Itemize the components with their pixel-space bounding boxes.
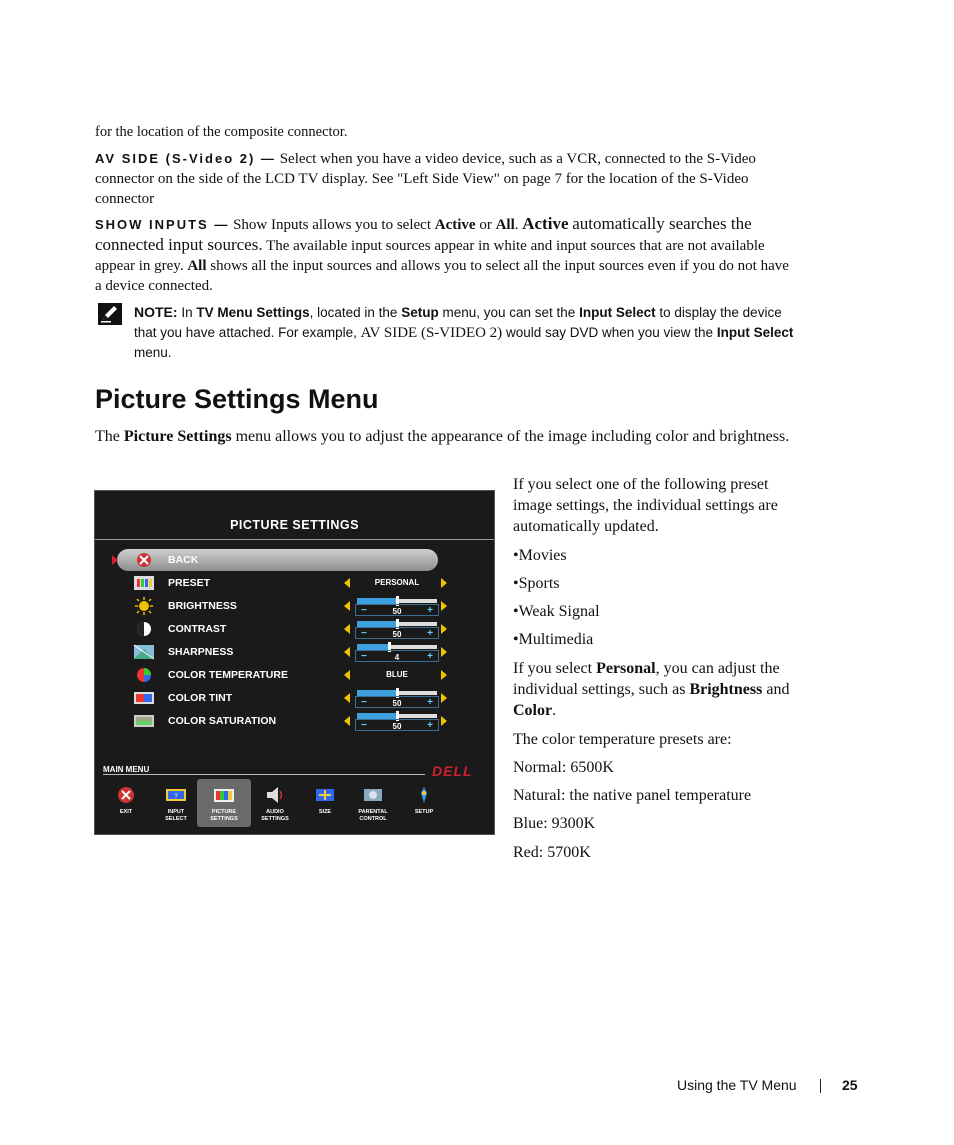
main-menu-input-select[interactable] — [149, 779, 203, 827]
intro-t2: menu allows you to adjust the appearance of the image including color and brightness. — [235, 428, 790, 445]
show-inputs-active2: Active — [522, 214, 569, 233]
main-menu-parental-control[interactable] — [346, 779, 400, 827]
color-saturation-slider[interactable] — [357, 712, 437, 731]
show-inputs-paragraph — [95, 214, 795, 296]
color-saturation-icon — [133, 712, 155, 730]
plus-icon: + — [427, 605, 433, 616]
contrast-slider[interactable] — [357, 620, 437, 639]
preset-blue: Blue: 9300K — [513, 815, 596, 832]
show-inputs-dot: . — [514, 217, 519, 233]
osd-row-preset[interactable] — [95, 572, 494, 595]
plus-icon: + — [427, 720, 433, 731]
sharpness-icon — [133, 643, 155, 661]
slider-value: 50 — [392, 630, 402, 639]
note-t6: menu. — [134, 345, 172, 360]
arrow-left-icon[interactable] — [344, 670, 350, 680]
arrow-right-icon[interactable] — [441, 670, 447, 680]
main-menu-label-text: EXIT — [119, 809, 133, 815]
arrow-left-icon[interactable] — [344, 716, 350, 726]
show-inputs-t1: Show Inputs allows you to select — [233, 217, 431, 233]
osd-row-value: BLUE — [386, 670, 408, 679]
section-title: Picture Settings Menu — [95, 384, 379, 414]
dell-logo: DELL — [432, 763, 473, 779]
osd-row-value: PERSONAL — [374, 578, 420, 587]
arrow-left-icon[interactable] — [344, 601, 350, 611]
main-menu-label-text: PARENTAL CONTROL — [358, 809, 388, 822]
main-menu-label-text: SETUP — [414, 809, 434, 815]
osd-highlight — [117, 549, 438, 571]
arrow-left-icon[interactable] — [344, 693, 350, 703]
osd-title-divider — [95, 539, 494, 540]
note-text — [134, 303, 799, 363]
show-inputs-active: Active — [434, 217, 476, 233]
svg-text:?: ? — [174, 794, 178, 800]
minus-icon: − — [361, 720, 367, 731]
main-menu-divider — [103, 774, 425, 775]
exit-icon — [115, 785, 137, 805]
bullet-multimedia: •Multimedia — [513, 631, 594, 648]
right-brightness: Brightness — [689, 681, 763, 698]
av-side-text: Select when you have a video device, such as a VCR, connected to the S-Video connector on the side of the LCD TV display. See "Left Side View" on page 7 for the location of the S-Video connector — [95, 151, 756, 207]
av-side-paragraph — [95, 149, 795, 209]
show-inputs-or: or — [479, 217, 492, 233]
size-icon — [314, 785, 336, 805]
intro-paragraph — [95, 426, 795, 447]
back-icon — [133, 551, 155, 569]
main-menu-label-text: AUDIO SETTINGS — [261, 809, 289, 822]
right-dot: . — [552, 702, 557, 719]
input-select-icon — [165, 785, 187, 805]
minus-icon: − — [361, 697, 367, 708]
contrast-icon — [133, 620, 155, 638]
arrow-right-icon[interactable] — [441, 601, 447, 611]
footer-section-title: Using the TV Menu — [677, 1077, 797, 1093]
note-input-select: Input Select — [579, 305, 656, 320]
note-setup: Setup — [401, 305, 439, 320]
main-menu-label-text: INPUT SELECT — [165, 809, 187, 822]
osd-row-color-saturation[interactable] — [95, 710, 494, 733]
slider-value: 50 — [392, 607, 402, 616]
main-menu-exit[interactable] — [99, 779, 153, 827]
note-t2: , located in the — [309, 305, 398, 320]
main-menu-picture-settings[interactable] — [197, 779, 251, 827]
show-inputs-all2: All — [187, 258, 207, 274]
paragraph-composite: for the location of the composite connector. — [95, 124, 348, 140]
picture-settings-osd-screenshot — [95, 491, 494, 834]
right-p2 — [513, 658, 798, 721]
footer-separator — [820, 1079, 821, 1093]
osd-title: PICTURE SETTINGS — [230, 518, 359, 532]
osd-row-label: BRIGHTNESS — [168, 600, 237, 612]
osd-row-label: CONTRAST — [168, 623, 227, 635]
osd-row-label: COLOR TEMPERATURE — [168, 669, 288, 681]
note-av-side: AV SIDE (S-VIDEO 2) — [360, 324, 503, 341]
right-p2b: , you can adjust the individual settings, such as — [513, 660, 780, 698]
osd-row-back[interactable] — [95, 549, 494, 572]
right-p1: If you select one of the following preset image settings, the individual settings are automatically updated. — [513, 476, 778, 535]
preset-red: Red: 5700K — [513, 844, 591, 861]
slider-value: 50 — [392, 699, 402, 708]
note-input-select2: Input Select — [716, 324, 794, 340]
show-inputs-t2: automatically searches the connected input sources. — [95, 214, 752, 254]
osd-row-label: COLOR TINT — [168, 692, 233, 704]
right-p3: The color temperature presets are: — [513, 731, 732, 748]
arrow-right-icon[interactable] — [441, 578, 447, 588]
osd-row-sharpness[interactable] — [95, 641, 494, 664]
color-tint-icon — [133, 689, 155, 707]
arrow-right-icon[interactable] — [441, 647, 447, 657]
av-side-heading: AV SIDE (S-Video 2) — — [95, 151, 276, 166]
preset-icon — [133, 574, 155, 592]
minus-icon: − — [361, 628, 367, 639]
arrow-left-icon[interactable] — [344, 578, 350, 588]
right-p2a: If you select — [513, 660, 593, 677]
right-and: and — [766, 681, 790, 698]
note-t5: would say DVD when you view the — [505, 324, 714, 340]
sharpness-slider[interactable] — [357, 643, 437, 662]
show-inputs-all: All — [495, 217, 515, 233]
note-t3: menu, you can set the — [442, 305, 576, 320]
main-menu-label-text: SIZE — [318, 809, 332, 815]
note-label: NOTE: — [134, 304, 178, 320]
note-t4: to display the device that you have attached. For example, — [134, 305, 782, 340]
speaker-icon — [264, 785, 286, 805]
color-tint-slider[interactable] — [357, 689, 437, 708]
main-menu-label-text: PICTURE SETTINGS — [210, 809, 238, 822]
arrow-right-icon[interactable] — [441, 693, 447, 703]
note-t1: In — [181, 305, 193, 320]
main-menu-audio-settings[interactable] — [248, 779, 302, 827]
osd-row-label: PRESET — [168, 577, 211, 589]
osd-row-label: COLOR SATURATION — [168, 715, 277, 727]
bullet-sports: •Sports — [513, 575, 560, 592]
brightness-slider[interactable] — [357, 597, 437, 616]
arrow-left-icon[interactable] — [344, 624, 350, 634]
intro-t1: The — [95, 428, 120, 445]
minus-icon: − — [361, 605, 367, 616]
slider-value: 4 — [394, 653, 400, 662]
main-menu-size[interactable] — [298, 779, 352, 827]
selection-pointer-icon — [112, 555, 118, 565]
show-inputs-heading: SHOW INPUTS — — [95, 217, 230, 232]
setup-icon — [413, 785, 435, 805]
parental-control-icon — [362, 785, 384, 805]
osd-row-color-tint[interactable] — [95, 687, 494, 710]
right-personal: Personal — [596, 660, 656, 677]
show-inputs-t3: The available input sources appear in white and input sources that are not available appear in grey. — [95, 238, 765, 274]
bullet-weak-signal: •Weak Signal — [513, 603, 600, 620]
show-inputs-t4: shows all the input sources and allows you to select all the input sources even if you do not have a device connected. — [95, 258, 789, 294]
arrow-right-icon[interactable] — [441, 716, 447, 726]
slider-value: 50 — [392, 722, 402, 731]
osd-row-label: SHARPNESS — [168, 646, 234, 658]
sun-icon — [133, 597, 155, 615]
main-menu-setup[interactable] — [397, 779, 451, 827]
intro-picture-settings: Picture Settings — [123, 428, 232, 445]
footer-page-number: 25 — [842, 1077, 858, 1093]
osd-row-brightness[interactable] — [95, 595, 494, 618]
bullet-movies: •Movies — [513, 547, 567, 564]
right-color: Color — [513, 702, 553, 719]
pencil-note-icon — [98, 303, 122, 325]
color-temperature-icon — [133, 666, 155, 684]
arrow-left-icon[interactable] — [344, 647, 350, 657]
preset-natural: Natural: the native panel temperature — [513, 787, 752, 804]
arrow-right-icon[interactable] — [441, 624, 447, 634]
plus-icon: + — [427, 628, 433, 639]
plus-icon: + — [427, 651, 433, 662]
osd-row-color-temperature[interactable] — [95, 664, 494, 687]
picture-settings-icon — [213, 785, 235, 805]
minus-icon: − — [361, 651, 367, 662]
preset-normal: Normal: 6500K — [513, 759, 614, 776]
main-menu-label: MAIN MENU — [103, 765, 150, 774]
note-tv-menu-settings: TV Menu Settings — [196, 305, 310, 320]
osd-row-contrast[interactable] — [95, 618, 494, 641]
osd-row-label: BACK — [168, 554, 199, 566]
plus-icon: + — [427, 697, 433, 708]
